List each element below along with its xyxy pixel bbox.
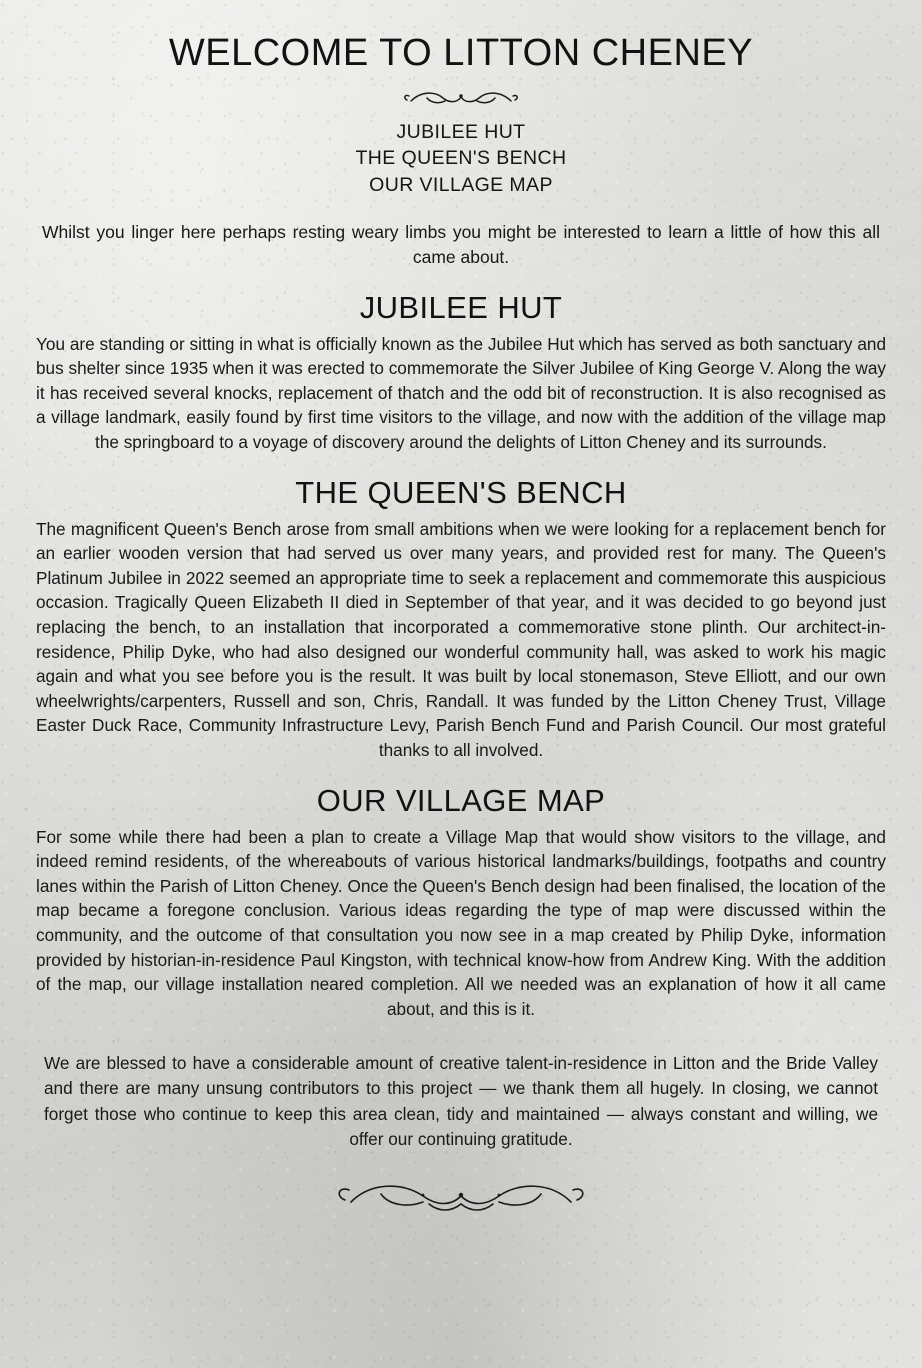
section-body: The magnificent Queen's Bench arose from small ambitions when we were looking for a replacement bench for an earlier wooden version that had served us over many years, and provided rest for many. The Queen's Platinum Jubilee in 2022 seemed an appropriate time to seek a replacement and commemorate this auspicious occasion. Tragically Queen Elizabeth II died in September of that year, and it was decided to go beyond just replacing the bench, to an installation that incorporated a commemorative stone plinth. Our architect-in-residence, Philip Dyke, who had also designed our wonderful community hall, was asked to work his magic again and what you see before you is the result. It was built by local stonemason, Steve Elliott, and our own wheelwrights/carpenters, Russell and son, Chris, Randall. It was funded by the Litton Cheney Trust, Village Easter Duck Race, Community Infrastructure Levy, Parish Bench Fund and Parish Council. Our most grateful thanks to all involved. [36,518,886,760]
section-body: For some while there had been a plan to create a Village Map that would show visitors to the village, and indeed remind residents, of the whereabouts of various historical landmarks/buildings, footpaths and country lanes within the Parish of Litton Cheney. Once the Queen's Bench design had been finalised, the location of the map became a foregone conclusion. Various ideas regarding the type of map were discussed within the community, and the outcome of that consultation you now see in a map created by Philip Dyke, information provided by historian-in-residence Paul Kingston, with technical know-how from Andrew King. With the addition of the map, our village installation neared completion. All we needed was an explanation of how it all came about, and this is it. [36,826,886,1019]
page-title: WELCOME TO LITTON CHENEY [168,32,754,74]
closing-paragraph: We are blessed to have a considerable amount of creative talent-in-residence in Litton and the Bride Valley and there are many unsung contributors to this project — we thank them all hugely. In closing, we cannot forget those who continue to keep this area clean, tidy and maintained — always constant and willing, we offer our continuing gratitude. [44,1053,878,1149]
intro-paragraph: Whilst you linger here perhaps resting weary limbs you might be interested to learn a little of how this all came about. [42,221,880,267]
section-village-map [30,783,892,1022]
flourish-ornament-top-icon [30,85,892,115]
section-heading: JUBILEE HUT [359,289,563,325]
subtitle-item: JUBILEE HUT [396,121,526,143]
subtitle-item: OUR VILLAGE MAP [369,173,553,196]
section-jubilee-hut [30,290,892,455]
section-body: You are standing or sitting in what is officially known as the Jubilee Hut which has served as both sanctuary and bus shelter since 1935 when it was erected to commemorate the Silver Jubilee of King George V. Along the way it has received several knocks, replacement of thatch and the odd bit of reconstruction. It is also recognised as a village landmark, easily found by first time visitors to the village, and now with the addition of the village map the springboard to a voyage of discovery around the delights of Litton Cheney and its surrounds. [36,333,886,452]
subtitle-item: THE QUEEN'S BENCH [355,147,567,170]
section-heading: THE QUEEN'S BENCH [295,474,627,510]
flourish-ornament-bottom-icon [30,1174,892,1224]
subtitle-list [30,119,892,198]
section-heading: OUR VILLAGE MAP [316,782,606,818]
section-queens-bench [30,475,892,763]
plaque-content [30,32,892,1224]
